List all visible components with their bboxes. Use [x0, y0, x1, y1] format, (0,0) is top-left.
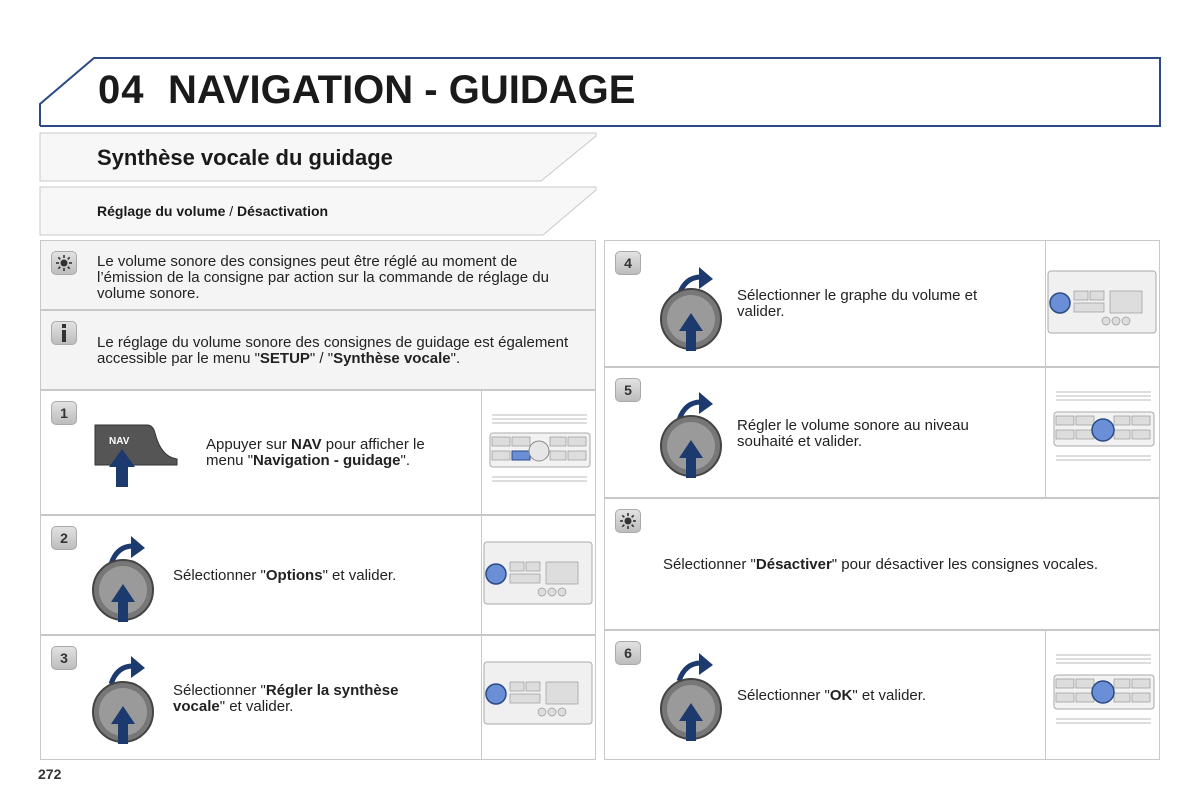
rotary-knob-illustration: [89, 528, 161, 624]
step-6-cell: [604, 630, 1160, 760]
rotary-knob-illustration: [657, 645, 729, 745]
tip-volume-text: Le volume sonore des consignes peut être réglé au moment de l’émission de la consigne par action sur la commande de réglage du volume sonore.: [97, 253, 549, 302]
step-1-cell: [40, 390, 596, 515]
step-1-text: Appuyer sur NAV pour afficher le menu "Navigation - guidage".: [206, 436, 425, 469]
tip-disable-cell: [604, 498, 1160, 630]
rotary-knob-illustration: [657, 259, 729, 355]
rotary-knob-illustration: [657, 384, 729, 484]
radio-panel-image: [1045, 368, 1161, 497]
step-number: 5: [615, 378, 641, 402]
tip-volume-cell: [40, 240, 596, 310]
radio-panel-image: [481, 636, 597, 759]
step-4-text: Sélectionner le graphe du volume et valider.: [737, 287, 978, 320]
radio-panel-image: [1045, 241, 1161, 366]
page-number: 272: [38, 766, 62, 782]
rotary-knob-illustration: [89, 648, 161, 748]
step-number: 6: [615, 641, 641, 665]
step-2-text: Sélectionner "Options" et valider.: [173, 567, 397, 584]
step-3-text: Sélectionner "Régler la synthèse vocale" et valider.: [173, 682, 399, 715]
step-5-text: Régler le volume sonore au niveau souhaité et valider.: [737, 417, 969, 450]
step-number: 1: [51, 401, 77, 425]
chapter-title: NAVIGATION - GUIDAGE: [168, 68, 636, 112]
step-4-cell: [604, 240, 1160, 367]
step-number: 2: [51, 526, 77, 550]
subsection-title: Réglage du volume / Désactivation: [97, 203, 329, 219]
step-3-cell: [40, 635, 596, 760]
step-2-cell: [40, 515, 596, 635]
chapter-number: 04: [98, 68, 145, 112]
radio-panel-image: [481, 516, 597, 634]
step-number: 4: [615, 251, 641, 275]
step-number: 3: [51, 646, 77, 670]
lightbulb-icon: [615, 509, 641, 533]
nav-button-illustration: [91, 419, 181, 489]
tip-disable-text: Sélectionner "Désactiver" pour désactiver les consignes vocales.: [663, 556, 1099, 573]
step-6-text: Sélectionner "OK" et valider.: [737, 687, 927, 704]
tip-info-text: Le réglage du volume sonore des consignes de guidage est également accessible par le menu "SETUP" / "Synthèse vocale".: [97, 334, 569, 367]
radio-panel-image: [1045, 631, 1161, 759]
step-5-cell: [604, 367, 1160, 498]
lightbulb-icon: [51, 251, 77, 275]
nav-key-label: NAV: [109, 436, 130, 447]
tip-info-cell: [40, 310, 596, 390]
section-title: Synthèse vocale du guidage: [97, 145, 393, 170]
radio-panel-image: [481, 391, 597, 514]
info-icon: [51, 321, 77, 345]
